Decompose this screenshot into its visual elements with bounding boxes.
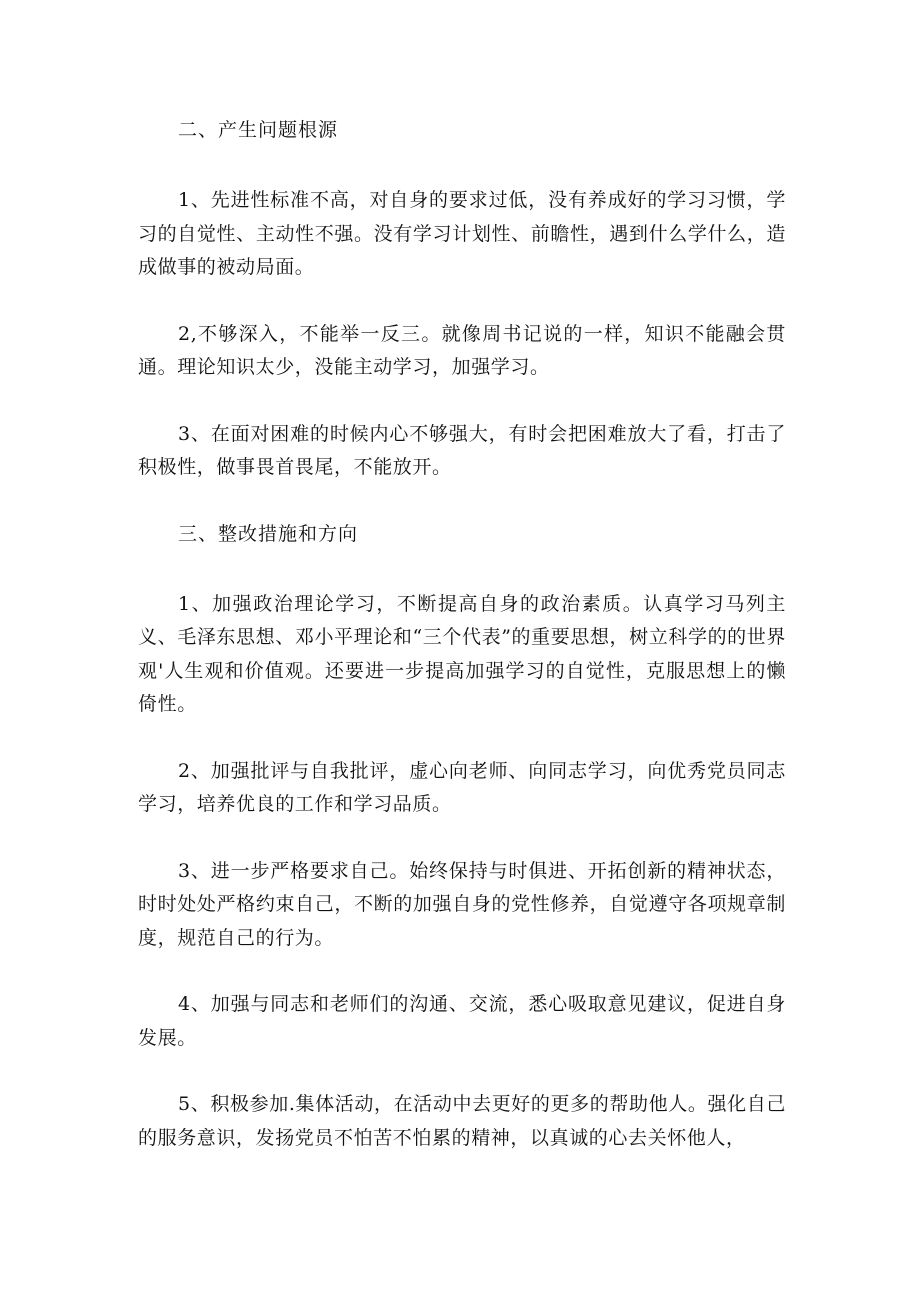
paragraph: 1、加强政治理论学习，不断提高自身的政治素质。认真学习马列主义、毛泽东思想、邓小平理论和“三个代表”的重要思想，树立科学的的世界观'人生观和价值观。还要进一步提高加强学习的自觉性，克服思想上的懒倚性。 [138, 592, 786, 715]
document-body [138, 114, 786, 1188]
paragraph: 2,不够深入，不能举一反三。就像周书记说的一样，知识不能融会贯通。理论知识太少，没能主动学习，加强学习。 [138, 322, 786, 378]
paragraph: 5、积极参加.集体活动，在活动中去更好的更多的帮助他人。强化自己的服务意识，发扬党员不怕苦不怕累的精神，以真诚的心去关怀他人， [138, 1093, 786, 1149]
section-heading-rectification-measures: 三、整改措施和方向 [178, 522, 359, 545]
paragraph: 3、进一步严格要求自己。始终保持与时俱进、开拓创新的精神状态，时时处处严格约束自己，不断的加强自身的党性修养，自觉遵守各项规章制度，规范自己的行为。 [138, 859, 786, 949]
paragraph: 3、在面对困难的时候内心不够强大，有时会把困难放大了看，打击了积极性，做事畏首畏尾，不能放开。 [138, 422, 786, 478]
paragraph: 1、先进性标准不高，对自身的要求过低，没有养成好的学习习惯，学习的自觉性、主动性不强。没有学习计划性、前瞻性，遇到什么学什么，造成做事的被动局面。 [138, 189, 786, 278]
paragraph: 2、加强批评与自我批评，虚心向老师、向同志学习，向优秀党员同志学习，培养优良的工作和学习品质。 [138, 759, 786, 815]
section-heading-root-causes: 二、产生问题根源 [178, 119, 339, 141]
paragraph: 4、加强与同志和老师们的沟通、交流，悉心吸取意见建议，促进自身发展。 [138, 993, 786, 1049]
